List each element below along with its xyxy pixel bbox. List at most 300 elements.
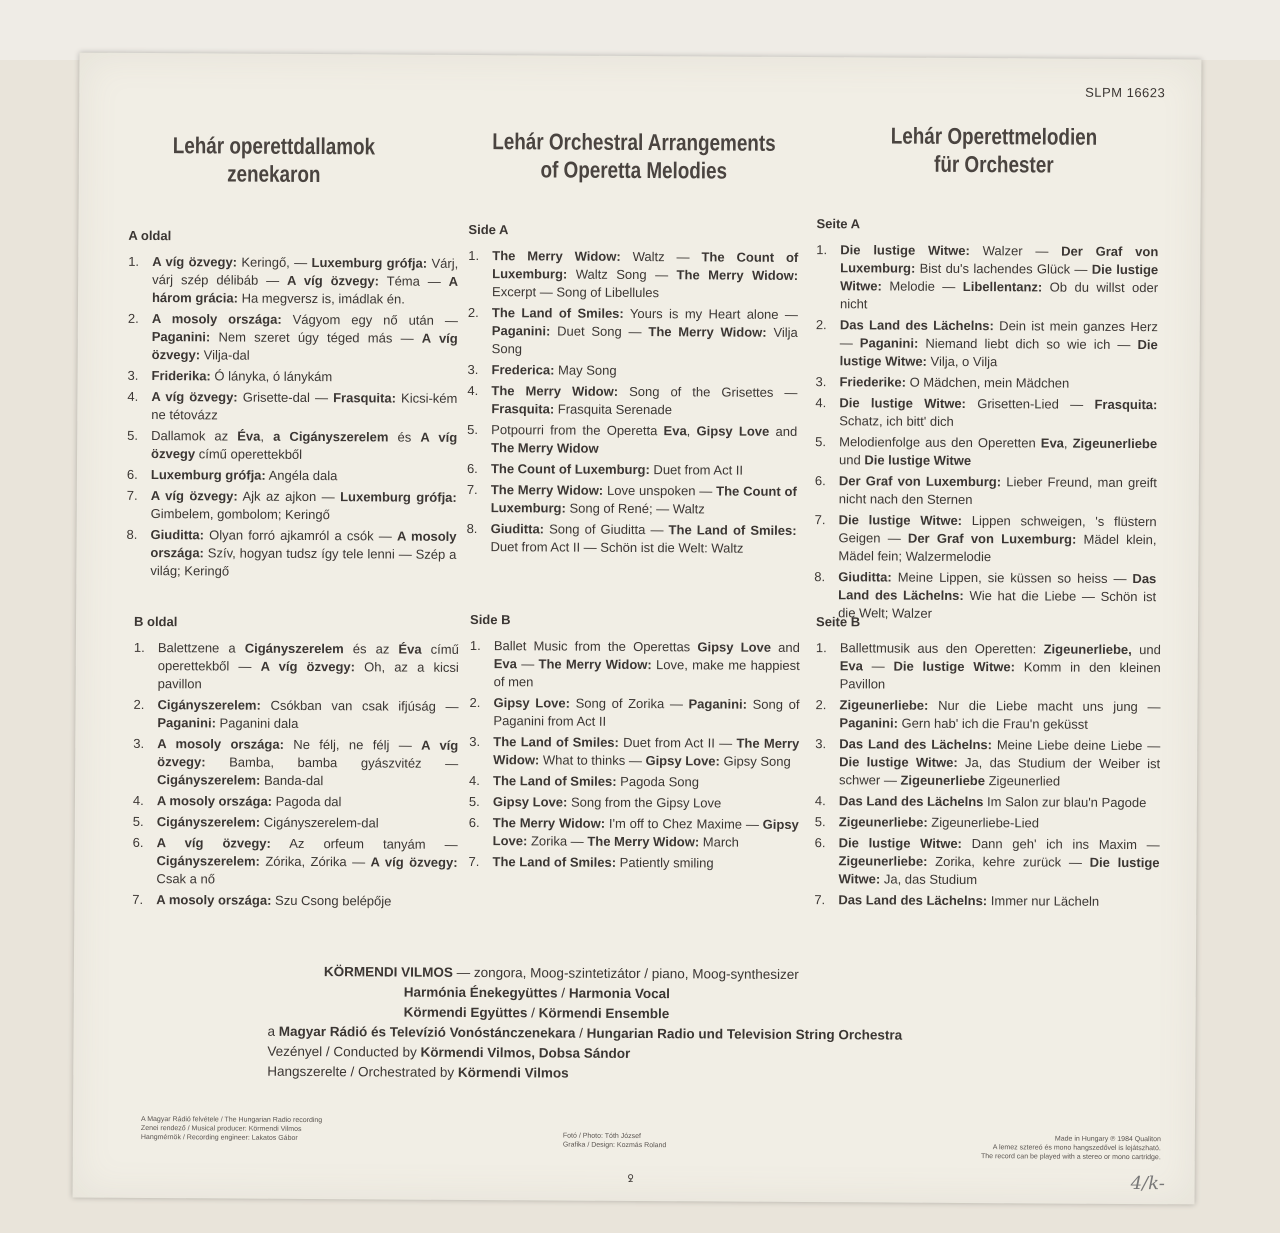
work-title: The Merry Widow:: [676, 267, 799, 283]
song-text: Ballet Music from the Operettas: [493, 638, 698, 655]
song-text: Duet from Act II —: [618, 734, 737, 751]
work-title: Paganini:: [859, 335, 919, 351]
song-text: Keringő, —: [236, 254, 312, 271]
track-item: [814, 891, 1159, 911]
song-text: Komm in den kleinen Pavillon: [839, 659, 1161, 692]
song-text: /: [557, 985, 569, 1001]
work-title: A három grácia:: [151, 273, 459, 306]
work-title: Die lustige Witwe:: [839, 754, 958, 770]
track-number: 1.: [468, 247, 480, 264]
song-text: Nur die Liebe macht uns jung —: [928, 697, 1161, 715]
track-item: [466, 520, 796, 558]
track-number: 5.: [467, 421, 479, 438]
credit-line: [267, 1062, 1043, 1087]
fine-print-line: A Magyar Rádió felvétele / The Hungarian Radio recording: [140, 1115, 323, 1125]
work-title: Zigeunerliebe,: [1043, 641, 1132, 658]
song-text: Waltz —: [620, 248, 702, 265]
song-text: és az: [343, 641, 399, 657]
title-en-line-2: of Operetta Melodies: [540, 156, 728, 184]
song-text: ,: [260, 428, 274, 444]
track-item: [469, 733, 799, 771]
song-text: Song of Giuditta —: [543, 521, 669, 538]
track-number: 2.: [469, 694, 481, 711]
song-text: Bamba, bamba gyászvitéz —: [205, 754, 459, 771]
work-title: The Land of Smiles:: [493, 773, 617, 789]
song-text: —: [516, 656, 539, 672]
work-title: Zigeunerliebe: [1072, 435, 1158, 452]
track-item: [470, 637, 800, 693]
track-number: 1.: [133, 639, 145, 655]
song-text: —: [862, 658, 894, 674]
song-text: Zigeunerlied: [984, 773, 1061, 789]
work-title: Die lustige Witwe:: [839, 395, 966, 412]
song-text: Song of René; — Waltz: [565, 500, 705, 517]
song-text: Gimbelem, gombolom; Keringő: [150, 506, 330, 523]
work-title: The Land of Smiles:: [492, 854, 617, 870]
work-title: Zigeunerliebe:: [838, 853, 928, 869]
track-number: 3.: [133, 735, 145, 751]
track-item: [815, 792, 1160, 812]
song-text: Téma —: [378, 273, 449, 289]
song-text: Grisette-dal —: [237, 389, 334, 406]
work-title: The Land of Smiles:: [491, 305, 624, 321]
track-number: 5.: [815, 434, 827, 450]
work-title: Cigányszerelem:: [156, 814, 261, 830]
title-hu-line-1: Lehár operettdallamok: [172, 132, 376, 160]
track-item: [128, 310, 458, 366]
work-title: Eva: [839, 658, 863, 674]
work-title: Friederike:: [839, 374, 907, 390]
track-item: [814, 511, 1156, 567]
song-text: Waltz Song —: [567, 266, 677, 283]
work-title: Eva: [1040, 435, 1064, 451]
track-number: 3.: [467, 361, 479, 378]
work-title: Frederica:: [491, 362, 555, 378]
work-title: The Merry Widow:: [492, 815, 606, 831]
track-item: [815, 696, 1160, 734]
work-title: A mosoly országa:: [156, 793, 273, 809]
fine-print-line: Hangmérnök / Recording engineer: Lakatos Gábor: [140, 1133, 298, 1142]
backdrop: [0, 0, 1280, 60]
work-title: Die lustige Witwe:: [840, 242, 970, 259]
title-hu-line-2: zenekaron: [227, 160, 321, 188]
work-title: The Count of Luxemburg:: [490, 461, 650, 478]
hu-side-b: [132, 613, 459, 914]
track-item: [128, 253, 458, 309]
song-text: ,: [686, 423, 697, 439]
work-title: Frasquita:: [333, 390, 397, 406]
song-text: Yours is my Heart alone —: [623, 305, 798, 322]
track-number: 2.: [127, 310, 139, 326]
track-number: 5.: [132, 813, 144, 829]
track-number: 6.: [132, 834, 144, 850]
track-item: [815, 394, 1157, 432]
song-text: Love, make me happiest of men: [493, 657, 800, 690]
work-title: A víg özvegy:: [156, 835, 271, 851]
track-number: 4.: [469, 772, 480, 789]
song-text: ,: [1063, 435, 1073, 451]
track-number: 7.: [814, 892, 826, 908]
work-title: Die lustige Witwe:: [893, 658, 1016, 675]
track-item: [815, 735, 1160, 791]
title-de-line-1: Lehár Operettmelodien: [890, 122, 1098, 150]
song-text: Niemand liebt dich so wie ich —: [918, 335, 1138, 353]
track-number: 3.: [127, 367, 139, 383]
song-text: Song from the Gipsy Love: [567, 794, 722, 811]
song-text: O Mädchen, mein Mädchen: [905, 374, 1070, 391]
track-number: 1.: [816, 242, 828, 258]
track-number: 4.: [132, 792, 144, 808]
song-text: Dallamok az: [151, 428, 238, 444]
track-number: 8.: [126, 526, 138, 542]
song-text: Csak a nő: [156, 871, 216, 887]
song-text: Im Salon zur blau'n Pagode: [983, 794, 1147, 811]
song-text: Az orfeum tanyám —: [270, 835, 458, 852]
work-title: Das Land des Lächelns: [838, 793, 984, 810]
work-title: The Merry Widow:: [492, 248, 621, 264]
work-title: The Merry Widow:: [491, 383, 619, 399]
work-title: A víg özvegy:: [157, 737, 459, 770]
song-text: Lieber Freund, man greift nicht nach den Sternen: [838, 474, 1157, 508]
track-number: 8.: [466, 520, 478, 537]
track-number: 6.: [814, 835, 826, 851]
track-item: [127, 367, 457, 387]
work-title: Cigányszerelem: [244, 640, 344, 657]
song-text: Ó lányka, ó lánykám: [210, 368, 333, 385]
track-item: [127, 388, 457, 426]
track-item: [133, 696, 458, 734]
work-title: A mosoly országa:: [157, 736, 284, 752]
work-title: Gipsy Love: [697, 639, 772, 655]
track-item: [127, 466, 457, 486]
track-number: 2.: [467, 304, 479, 321]
song-text: Meine Liebe deine Liebe —: [991, 737, 1161, 754]
fine-print-center: [563, 1132, 763, 1151]
track-item: [468, 247, 798, 303]
song-text: Duet Song —: [550, 323, 649, 340]
work-title: Eva: [663, 423, 687, 439]
title-en-line-1: Lehár Orchestral Arrangements: [492, 128, 776, 156]
work-title: Frasquita:: [491, 401, 555, 417]
work-title: Friderika:: [151, 368, 211, 384]
work-title: Die lustige Witwe:: [839, 337, 1158, 369]
performer-credits: [267, 962, 1044, 1086]
song-text: — zongora, Moog-szintetizátor / piano, Moog-synthesizer: [452, 964, 799, 982]
work-title: Körmendi Vilmos: [457, 1064, 569, 1081]
work-title: Éva: [237, 428, 261, 444]
work-title: Libellentanz:: [962, 278, 1043, 295]
song-text: Walzer —: [969, 243, 1062, 259]
work-title: Die lustige Witwe:: [838, 512, 963, 528]
work-title: a Cigányszerelem: [273, 428, 389, 445]
work-title: Zigeunerliebe:: [838, 814, 928, 830]
song-text: and: [770, 639, 800, 655]
track-item: [127, 427, 457, 465]
song-text: Grisetten-Lied —: [965, 396, 1095, 412]
en-side-b: [468, 611, 800, 876]
work-title: Das Land des Lächelns:: [839, 317, 994, 334]
track-number: 1.: [469, 637, 481, 654]
track-number: 3.: [469, 733, 481, 750]
track-number: 6.: [466, 460, 478, 477]
track-item: [127, 487, 457, 525]
track-number: 5.: [127, 427, 139, 443]
work-title: A víg özvegy:: [151, 330, 458, 363]
track-item: [467, 421, 797, 459]
fine-print-line: A lemez sztereó és mono hangszedővel is lejátszható.: [992, 1144, 1161, 1153]
track-item: [815, 472, 1157, 510]
track-item: [816, 316, 1158, 372]
work-title: Körmendi Vilmos, Dobsa Sándor: [420, 1044, 631, 1061]
work-title: Magyar Rádió és Televízió Vonóstánczenekara: [278, 1023, 576, 1041]
work-title: The Merry Widow:: [493, 735, 800, 768]
track-item: [468, 304, 798, 360]
work-title: A víg özvegy:: [260, 658, 356, 675]
work-title: Paganini:: [491, 323, 551, 339]
track-item: [816, 639, 1161, 695]
work-title: Der Graf von Luxemburg:: [838, 473, 1002, 490]
song-text: Love unspoken —: [603, 482, 717, 499]
work-title: The Merry Widow:: [587, 833, 700, 850]
song-text: Szív, hogyan tudsz így tele lenni — Szép a világ; Keringő: [150, 545, 457, 579]
song-text: Gipsy Song: [719, 753, 791, 769]
work-title: Frasquita:: [1094, 396, 1158, 413]
song-text: Vezényel / Conducted by: [267, 1043, 421, 1060]
work-title: Die lustige Witwe: [864, 452, 972, 469]
fine-print-line: Fotó / Photo: Tóth József: [562, 1132, 642, 1141]
work-title: Die lustige Witwe:: [840, 261, 1159, 294]
track-number: 6.: [126, 466, 138, 482]
track-item: [134, 639, 459, 695]
song-text: Gern hab' ich die Frau'n geküsst: [897, 715, 1088, 732]
song-text: Cigányszerelem-dal: [260, 814, 379, 831]
song-text: Duet from Act II: [649, 462, 744, 478]
track-item: [133, 735, 458, 791]
track-number: 5.: [814, 814, 826, 830]
track-number: 4.: [815, 395, 827, 411]
work-title: Zigeunerliebe:: [839, 697, 929, 713]
song-text: und: [1131, 642, 1161, 658]
song-text: Ha megversz is, imádlak én.: [237, 290, 405, 307]
song-text: Csókban van csak ifjúság —: [260, 697, 459, 714]
fine-print-line: The record can be played with a stereo or mono cartridge.: [980, 1153, 1161, 1162]
song-text: Vilja Song: [491, 324, 798, 357]
pencil-mark: 4/k-: [1130, 1173, 1165, 1195]
work-title: Cigányszerelem:: [157, 697, 261, 713]
work-title: A víg özvegy:: [150, 488, 238, 504]
song-text: Melodie —: [881, 278, 963, 294]
work-title: Das Land des Lächelns:: [838, 892, 988, 909]
song-text: Ob du willst oder nicht: [839, 279, 1159, 312]
work-title: Der Graf von Luxemburg:: [840, 243, 1159, 276]
song-text: Meine Lippen, sie küssen so heiss —: [891, 569, 1133, 587]
work-title: The Count of Luxemburg:: [490, 483, 797, 516]
work-title: A mosoly országa:: [150, 528, 457, 561]
work-title: Cigányszerelem:: [156, 853, 260, 869]
track-number: 3.: [815, 374, 827, 390]
work-title: Gipsy Love: [696, 423, 770, 439]
song-text: és: [388, 429, 421, 445]
work-title: Zigeunerliebe: [900, 772, 986, 789]
song-text: Paganini dala: [215, 715, 299, 731]
work-title: The Merry Widow:: [490, 482, 604, 498]
track-item: [469, 694, 799, 732]
catalog-number: SLPM 16623: [1085, 84, 1166, 101]
track-number: 6.: [468, 814, 480, 831]
work-title: KÖRMENDI VILMOS: [323, 964, 453, 980]
label-logo-icon: ꝿ: [627, 1173, 634, 1185]
en-side-a: [466, 221, 798, 561]
work-title: Éva: [398, 641, 422, 657]
song-text: Vágyom egy nő után —: [281, 311, 458, 328]
side-heading: Side A: [468, 221, 509, 238]
fine-print-left: [141, 1115, 401, 1144]
work-title: Die lustige Witwe:: [838, 835, 962, 851]
track-number: 4.: [127, 388, 139, 404]
track-item: [133, 813, 458, 833]
song-text: Ne félj, ne félj —: [283, 736, 422, 753]
track-item: [469, 793, 799, 813]
song-text: a: [267, 1023, 279, 1039]
work-title: Das Land des Lächelns:: [838, 571, 1157, 603]
song-text: Zorika, kehre zurück —: [927, 853, 1090, 870]
song-text: című operettekből: [195, 446, 303, 462]
work-title: Harmónia Énekegyüttes: [403, 984, 558, 1001]
work-title: A víg özvegy:: [370, 854, 458, 870]
track-number: 3.: [815, 736, 827, 752]
track-number: 8.: [814, 569, 826, 585]
work-title: A mosoly országa:: [151, 311, 282, 327]
song-text: und: [838, 452, 865, 468]
track-number: 4.: [814, 793, 826, 809]
song-text: Potpourri from the Operetta: [491, 422, 664, 439]
de-side-a: [814, 215, 1158, 627]
song-text: Bist du's lachendes Glück —: [915, 260, 1092, 277]
song-text: I'm off to Chez Maxime —: [605, 815, 763, 832]
work-title: Luxemburg grófja:: [340, 489, 457, 505]
track-item: [469, 853, 799, 873]
track-item: [815, 373, 1157, 393]
song-text: /: [575, 1025, 587, 1041]
track-item: [814, 834, 1159, 890]
work-title: The Merry Widow:: [648, 324, 767, 340]
hu-side-a: [126, 227, 458, 585]
track-list: [814, 639, 1161, 911]
track-list: [469, 637, 800, 873]
track-number: 2.: [133, 696, 145, 712]
song-text: Immer nur Lächeln: [987, 893, 1100, 909]
de-side-b: [814, 613, 1161, 914]
track-item: [133, 792, 458, 812]
song-text: Wie hat die Liebe — Schön ist die Welt; Walzer: [838, 587, 1157, 621]
song-text: Song of the Grisettes —: [618, 383, 798, 400]
track-item: [815, 813, 1160, 833]
track-number: 5.: [468, 793, 480, 810]
work-title: The Land of Smiles:: [668, 522, 797, 538]
song-text: Várj, várj szép délibáb —: [152, 255, 459, 288]
track-list: [814, 241, 1158, 624]
song-text: /: [527, 1005, 539, 1021]
track-item: [469, 814, 799, 852]
track-item: [132, 834, 457, 890]
song-text: May Song: [554, 362, 617, 378]
work-title: Paganini:: [688, 696, 748, 712]
song-text: Vilja-dal: [200, 347, 250, 363]
song-text: Ajk az ajkon —: [237, 488, 341, 505]
track-item: [469, 772, 799, 792]
song-text: Balettzene a: [157, 640, 245, 656]
work-title: Luxemburg grófja:: [311, 255, 428, 271]
fine-print-line: Made in Hungary ℗ 1984 Qualiton: [1054, 1135, 1161, 1144]
work-title: The Land of Smiles:: [493, 734, 619, 750]
track-number: 7.: [132, 891, 144, 907]
track-item: [467, 481, 797, 519]
song-text: Frasquita Serenade: [554, 401, 673, 418]
title-de-line-2: für Orchester: [934, 150, 1054, 178]
song-text: Zigeunerliebe-Lied: [927, 814, 1040, 831]
track-item: [815, 433, 1157, 471]
work-title: Gipsy Love:: [492, 816, 799, 849]
song-text: Song of Paganini from Act II: [493, 696, 800, 729]
song-text: Mädel klein, Mädel fein; Walzermelodie: [838, 531, 1157, 565]
work-title: Das Land des Lächelns:: [839, 736, 993, 753]
track-item: [467, 460, 797, 480]
title-english: [486, 127, 782, 185]
work-title: Cigányszerelem:: [157, 772, 261, 788]
side-heading: A oldal: [128, 227, 172, 244]
song-text: Angéla dala: [265, 467, 338, 484]
song-text: Lippen schweigen, 's flüstern Geigen —: [838, 512, 1157, 546]
work-title: Paganini:: [151, 329, 211, 345]
song-text: Hangszerelte / Orchestrated by: [267, 1063, 458, 1080]
song-text: Nem szeret úgy téged más —: [210, 329, 422, 346]
song-text: Kicsi-kém ne tétovázz: [151, 390, 458, 423]
work-title: Eva: [493, 656, 517, 672]
track-item: [816, 241, 1158, 315]
track-number: 2.: [815, 317, 827, 333]
song-text: Pagoda dal: [272, 793, 342, 810]
track-number: 7.: [466, 481, 478, 498]
song-text: Zórika, Zórika —: [259, 853, 371, 870]
work-title: The Count of Luxemburg:: [492, 249, 799, 282]
song-text: Szu Csong belépője: [271, 892, 392, 909]
side-heading: Seite A: [816, 216, 861, 232]
title-german: [858, 121, 1129, 179]
fine-print-right: [903, 1134, 1161, 1163]
track-list: [132, 639, 459, 911]
song-text: Vilja, o Vilja: [926, 353, 998, 370]
work-title: A víg özvegy:: [151, 389, 238, 405]
work-title: Giuditta:: [150, 527, 205, 543]
track-number: 7.: [814, 512, 826, 528]
work-title: Giuditta:: [490, 521, 545, 537]
work-title: Körmendi Ensemble: [538, 1005, 670, 1022]
work-title: Der Graf von Luxemburg:: [907, 530, 1077, 547]
track-item: [468, 361, 798, 381]
work-title: Paganini:: [839, 715, 898, 731]
song-text: Olyan forró ajkamról a csók —: [203, 527, 398, 544]
record-sleeve-back: [73, 53, 1202, 1205]
work-title: A mosoly országa:: [156, 892, 272, 908]
song-text: Song of Zorika —: [569, 695, 689, 712]
work-title: The Merry Widow: [491, 440, 599, 456]
side-heading: Seite B: [815, 614, 861, 630]
song-text: March: [699, 834, 739, 850]
song-text: Ja, das Studium der Weiber ist schwer —: [839, 754, 1161, 788]
work-title: The Merry Widow:: [538, 656, 652, 673]
track-number: 4.: [467, 382, 479, 399]
song-text: Excerpt — Song of Libellules: [492, 284, 660, 301]
